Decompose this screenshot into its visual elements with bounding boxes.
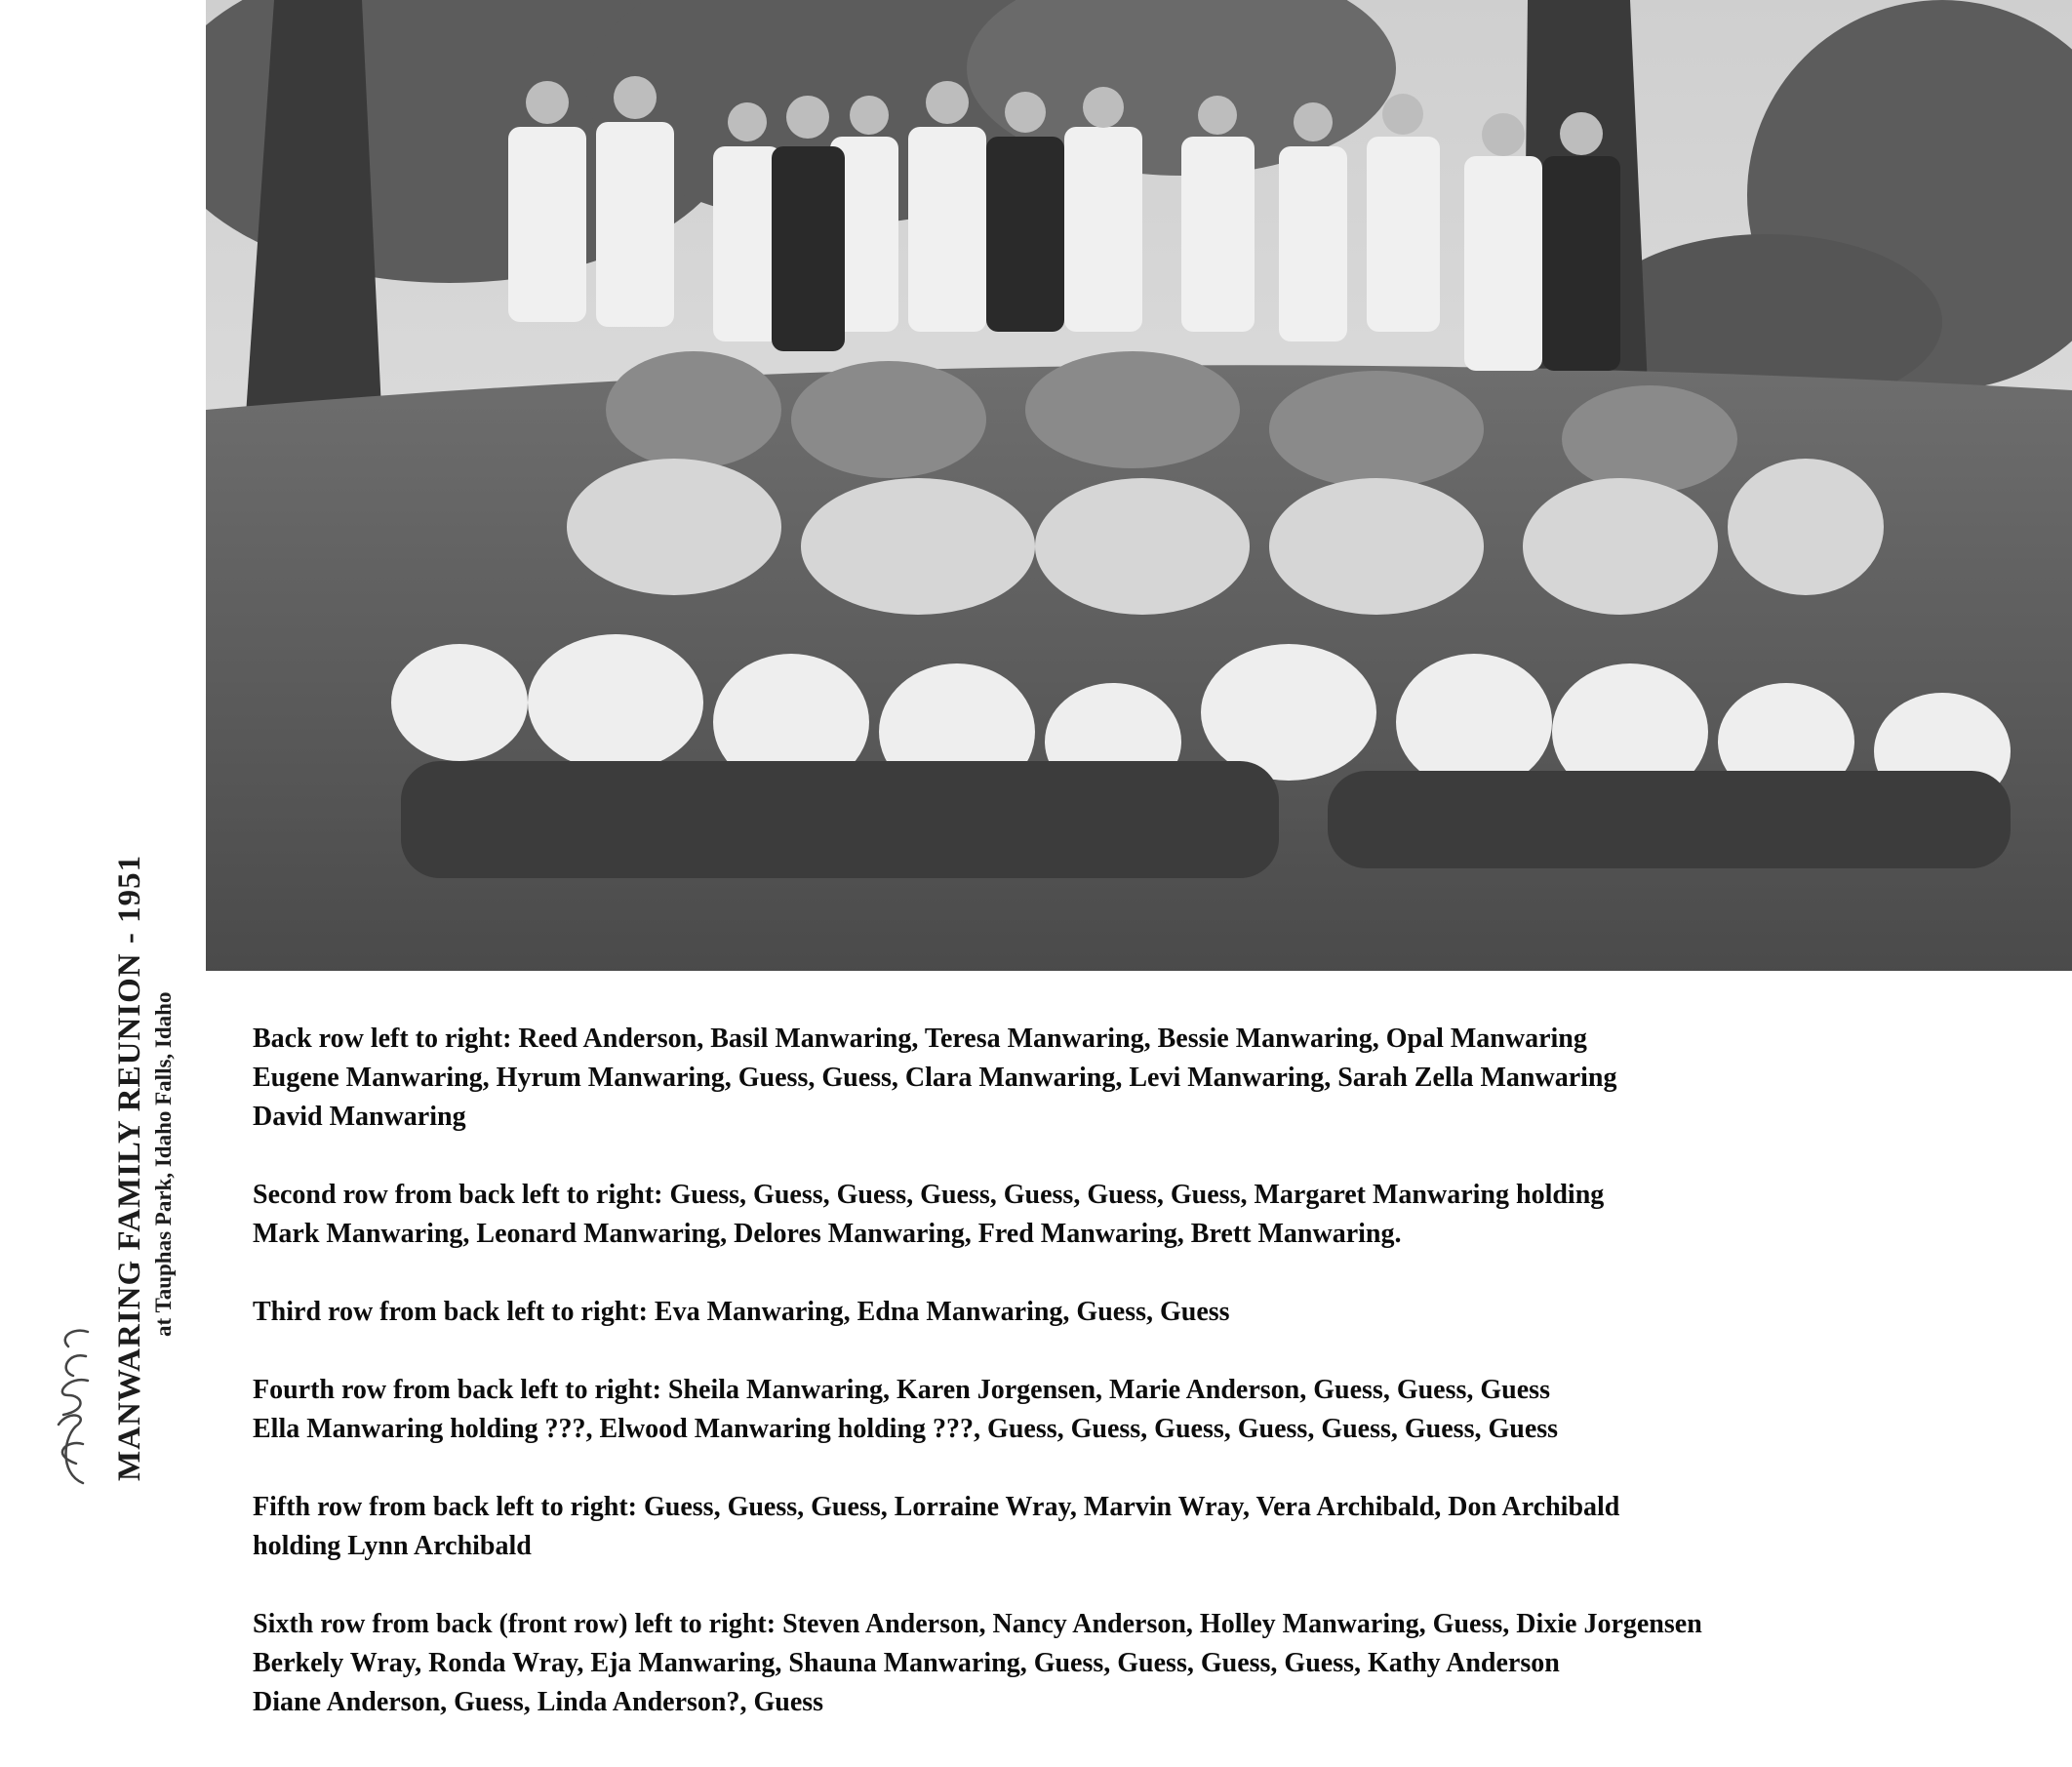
- caption-fifth-row: [253, 1488, 2057, 1566]
- caption-line: David Manwaring: [253, 1102, 466, 1132]
- family-photo: [206, 0, 2072, 979]
- caption-line: Fourth row from back left to right: Sheila Manwaring, Karen Jorgensen, Marie Anderson, Guess, Guess, Guess: [253, 1375, 1550, 1405]
- caption-line: Berkely Wray, Ronda Wray, Eja Manwaring, Shauna Manwaring, Guess, Guess, Guess, Guess, Kathy Anderson: [253, 1648, 1560, 1678]
- caption-line: Sixth row from back (front row) left to right: Steven Anderson, Nancy Anderson, Holley Manwaring, Guess, Dixie Jorgensen: [253, 1609, 1702, 1639]
- caption-line: Back row left to right: Reed Anderson, Basil Manwaring, Teresa Manwaring, Bessie Manwaring, Opal Manwaring: [253, 1024, 1587, 1054]
- caption-line: Diane Anderson, Guess, Linda Anderson?, Guess: [253, 1687, 824, 1717]
- handwritten-signature: [29, 1317, 107, 1493]
- caption-second-row: [253, 1176, 2057, 1254]
- caption-sixth-row: [253, 1605, 2057, 1722]
- caption-line: Mark Manwaring, Leonard Manwaring, Delores Manwaring, Fred Manwaring, Brett Manwaring.: [253, 1219, 1402, 1249]
- name-captions: [253, 1020, 2057, 1761]
- side-caption: [0, 0, 195, 1767]
- reunion-location: at Tauphas Park, Idaho Falls, Idaho: [151, 991, 176, 1337]
- photo-illustration: [206, 0, 2072, 979]
- caption-third-row: [253, 1293, 2057, 1332]
- caption-line: holding Lynn Archibald: [253, 1531, 532, 1561]
- caption-fourth-row: [253, 1371, 2057, 1449]
- caption-line: Eugene Manwaring, Hyrum Manwaring, Guess, Guess, Clara Manwaring, Levi Manwaring, Sarah Zella Manwaring: [253, 1063, 1617, 1093]
- reunion-title: MANWARING FAMILY REUNION - 1951: [112, 854, 147, 1481]
- caption-line: Second row from back left to right: Guess, Guess, Guess, Guess, Guess, Guess, Guess, Margaret Manwaring holding: [253, 1180, 1605, 1210]
- caption-line: Ella Manwaring holding ???, Elwood Manwaring holding ???, Guess, Guess, Guess, Guess, Guess, Guess, Guess: [253, 1414, 1559, 1444]
- caption-back-row: [253, 1020, 2057, 1137]
- caption-line: Fifth row from back left to right: Guess, Guess, Guess, Lorraine Wray, Marvin Wray, Vera Archibald, Don Archibald: [253, 1492, 1620, 1522]
- photo-border: [206, 971, 2072, 979]
- caption-line: Third row from back left to right: Eva Manwaring, Edna Manwaring, Guess, Guess: [253, 1297, 1230, 1327]
